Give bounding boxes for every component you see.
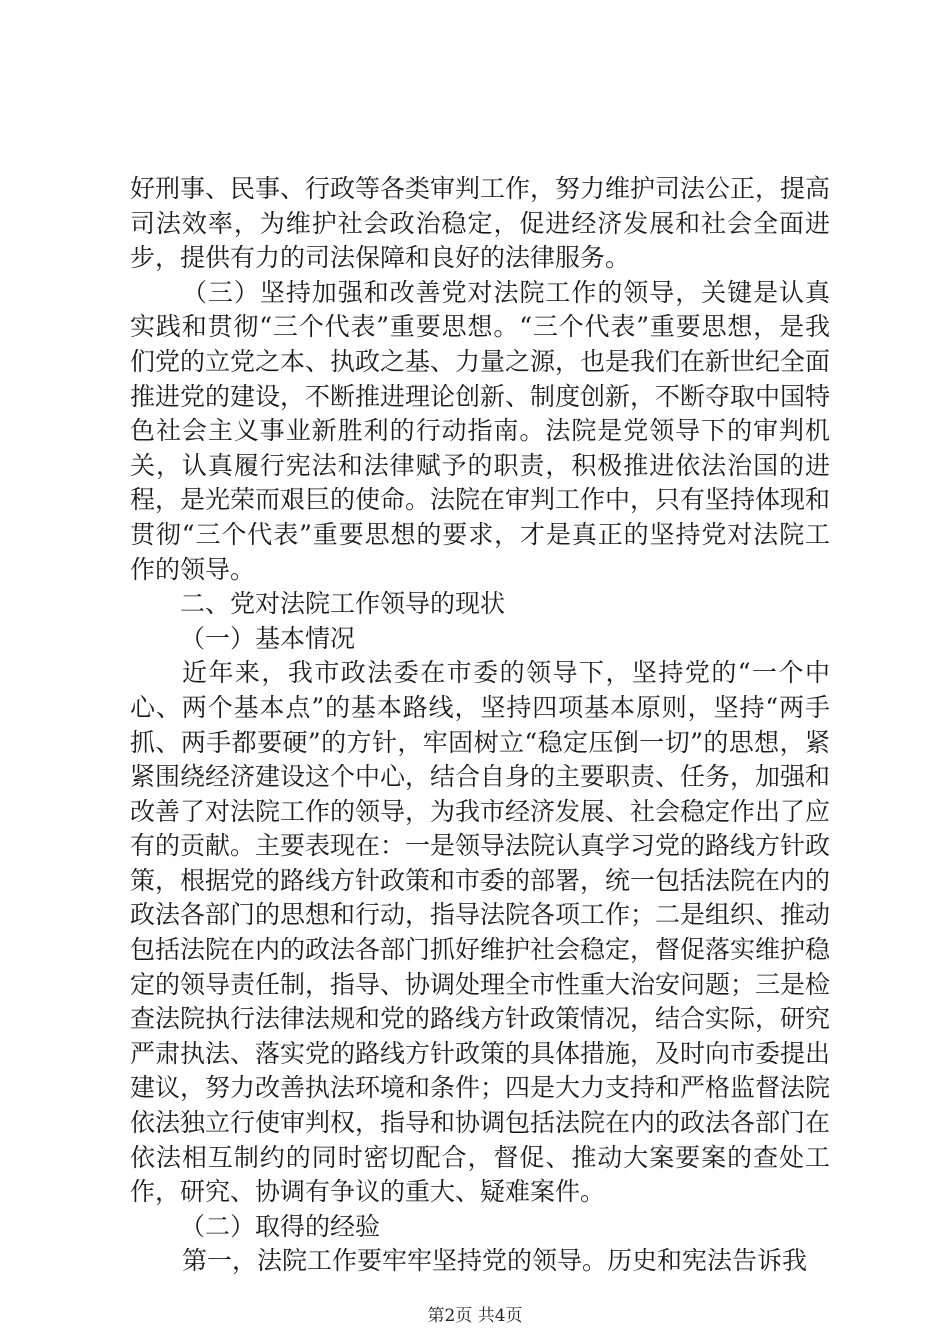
body-text (130, 172, 830, 1279)
paragraph-section-three: （三）坚持加强和改善党对法院工作的领导，关键是认真实践和贯彻“三个代表”重要思想。“三个代表”重要思想，是我们党的立党之本、执政之基、力量之源，也是我们在新世纪全面推进党的建设，不断推进理论创新、制度创新，不断夺取中国特色社会主义事业新胜利的行动指南。法院是党领导下的审判机关，认真履行宪法和法律赋予的职责，积极推进依法治国的进程，是光荣而艰巨的使命。法院在审判工作中，只有坚持体现和贯彻“三个代表”重要思想的要求，才是真正的坚持党对法院工作的领导。 (130, 277, 831, 584)
page-number-footer: 第2页 共4页 (427, 1306, 523, 1326)
heading-experience: （二）取得的经验 (180, 1211, 381, 1241)
paragraph-first-point: 第一，法院工作要牢牢坚持党的领导。历史和宪法告诉我 (182, 1246, 808, 1276)
paragraph-continuation: 好刑事、民事、行政等各类审判工作，努力维护司法公正，提高司法效率，为维护社会政治稳定，促进经济发展和社会全面进步，提供有力的司法保障和良好的法律服务。 (130, 174, 831, 273)
heading-basic-situation: （一）基本情况 (180, 623, 356, 653)
heading-part-two: 二、党对法院工作领导的现状 (180, 589, 506, 619)
paragraph-recent-years: 近年来，我市政法委在市委的领导下，坚持党的“一个中心、两个基本点”的基本路线，坚持四项基本原则，坚持“两手抓、两手都要硬”的方针，牢固树立“稳定压倒一切”的思想，紧紧围绕经济建设这个中心，结合自身的主要职责、任务，加强和改善了对法院工作的领导，为我市经济发展、社会稳定作出了应有的贡献。主要表现在：一是领导法院认真学习党的路线方针政策，根据党的路线方针政策和市委的部署，统一包括法院在内的政法各部门的思想和行动，指导法院各项工作；二是组织、推动包括法院在内的政法各部门抓好维护社会稳定，督促落实维护稳定的领导责任制，指导、协调处理全市性重大治安问题；三是检查法院执行法律法规和党的路线方针政策情况，结合实际，研究严肃执法、落实党的路线方针政策的具体措施，及时向市委提出建议，努力改善执法环境和条件；四是大力支持和严格监督法院依法独立行使审判权，指导和协调包括法院在内的政法各部门在依法相互制约的同时密切配合，督促、推动大案要案的查处工作，研究、协调有争议的重大、疑难案件。 (130, 658, 831, 1207)
